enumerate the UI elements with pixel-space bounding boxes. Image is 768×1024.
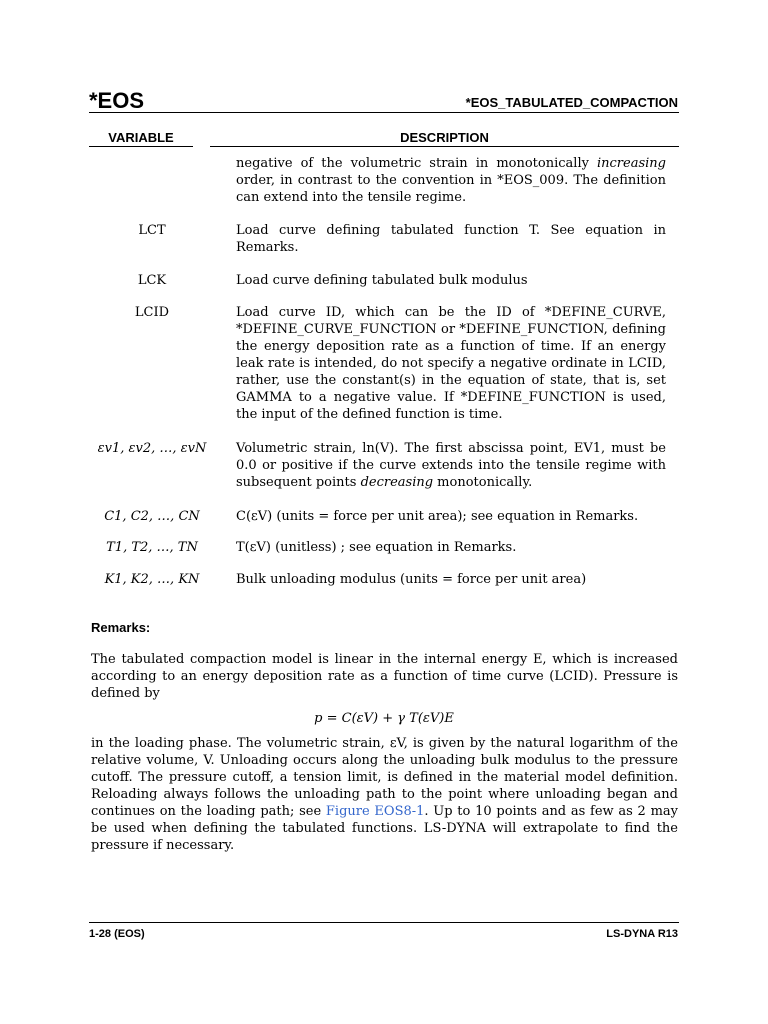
pressure-equation: p = C(εV) + γ T(εV)E <box>314 711 454 726</box>
description-k: Bulk unloading modulus (units = force per unit area) <box>236 572 587 587</box>
description-t: T(εV) (unitless) ; see equation in Remarks. <box>236 540 517 555</box>
variable-t: T1, T2, …, TN <box>106 540 198 555</box>
figure-link[interactable]: Figure EOS8-1 <box>325 804 425 819</box>
remarks-heading: Remarks: <box>91 620 151 635</box>
description-column-header: DESCRIPTION <box>400 130 489 145</box>
description-lck: Load curve defining tabulated bulk modulus <box>236 273 528 288</box>
remarks-paragraph-1: The tabulated compaction model is linear in the internal energy E, which is increased according to an energy deposition rate as a function of time curve (LCID). Pressure is defined by <box>91 652 678 701</box>
description-c: C(εV) (units = force per unit area); see equation in Remarks. <box>236 509 639 524</box>
variable-lct: LCT <box>138 223 166 238</box>
description-ev: Volumetric strain, ln(V). The first abscissa point, EV1, must be 0.0 or positive if the curve extends into the tensile regime with subsequent points decreasing monotonically. <box>236 441 666 490</box>
continuation-description: negative of the volumetric strain in monotonically increasing order, in contrast to the convention in *EOS_009. The definition can extend into the tensile regime. <box>236 156 666 205</box>
variable-ev: εv1, εv2, …, εvN <box>97 441 207 456</box>
description-lct: Load curve defining tabulated function T. See equation in Remarks. <box>236 223 666 255</box>
variable-lcid: LCID <box>134 305 170 320</box>
product-name: LS-DYNA R13 <box>606 928 678 940</box>
page-number: 1-28 (EOS) <box>89 928 145 940</box>
variable-c: C1, C2, …, CN <box>104 509 200 524</box>
variable-column-rule <box>89 146 193 147</box>
keyword-title: *EOS_TABULATED_COMPACTION <box>465 95 678 110</box>
footer-rule <box>89 922 679 923</box>
variable-lck: LCK <box>137 273 167 288</box>
description-lcid: Load curve ID, which can be the ID of *DEFINE_CURVE, *DEFINE_CURVE_FUNCTION or *DEFINE_FUNCTION, defining the energy deposition rate as a function of time. If an energy leak rate is intended, do not specify a negative ordinate in LCID, rather, use the constant(s) in the equation of state, that is, set GAMMA to a negative value. If *DEFINE_FUNCTION is used, the input of the defined function is time. <box>236 305 666 422</box>
remarks-paragraph-2: in the loading phase. The volumetric strain, εV, is given by the natural logarithm of the relative volume, V. Unloading occurs along the unloading bulk modulus to the pressure cutoff. The pressure cutoff, a tension limit, is defined in the material model definition. Reloading always follows the unloading path to the point where unloading began and continues on the loading path; see Figure EOS8-1. Up to 10 points and as few as 2 may be used when defining the tabulated functions. LS-DYNA will extrapolate to find the pressure if necessary. <box>91 736 678 853</box>
variable-column-header: VARIABLE <box>108 130 174 145</box>
variable-k: K1, K2, …, KN <box>104 572 200 587</box>
section-title: *EOS <box>89 88 145 113</box>
description-column-rule <box>210 146 679 147</box>
header-rule <box>89 112 679 113</box>
